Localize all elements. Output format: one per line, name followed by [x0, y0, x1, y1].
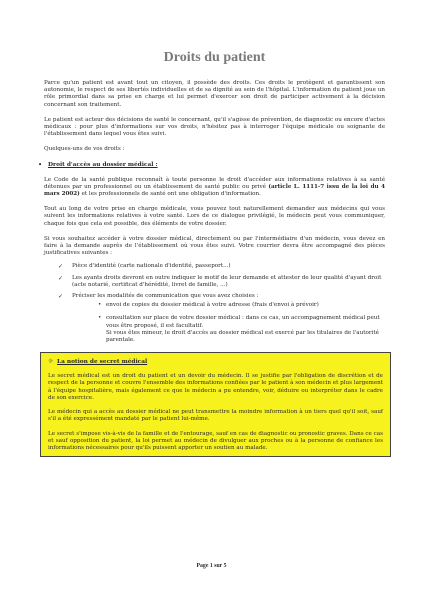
check-arrow-icon: ✓ — [58, 293, 64, 301]
page-number: Page 1 sur 5 — [196, 563, 227, 569]
intro-paragraph-2: Le patient est acteur des décisions de santé le concernant, qu'il s'agisse de prévention, de diagnostic ou encore d'actes médicaux : pour plus d'informations sur vos droits, n'hésitez pas à interroger l'équipe médicale ou soignante de l'établissement dans lequel vous êtes suivi. — [44, 116, 385, 138]
bullet-dot-icon: • — [98, 315, 102, 322]
list-item — [58, 293, 385, 300]
intro-lead-in: Quelques-uns de vos droits : — [44, 146, 125, 153]
callout-paragraph-1: Le secret médical est un droit du patient et un devoir du médecin. Il se justifie par l'obligation de discrétion et de respect de la personne et couvre l'ensemble des informations confiées par le patient à son médecin et plus largement à l'équipe hospitalière, mais également ce que le médecin a pu entendre, voir, déduire ou interpréter dans le cadre de son exercice. — [48, 373, 383, 401]
section-paragraph-1 — [44, 177, 385, 199]
list-item-text: Les ayants droits devront en outre indiquer le motif de leur demande et attester de leur qualité d'ayant droit (acte notarié, certificat d'hérédité, livret de famille, ...) — [72, 274, 382, 288]
modalities-list — [58, 302, 385, 330]
check-arrow-icon: ✓ — [58, 274, 64, 282]
list-item-text: consultation sur place de votre dossier médical : dans ce cas, un accompagnement médical peut vous être proposé, il est facultatif. — [106, 315, 380, 329]
bullet-dot-icon: • — [38, 160, 43, 169]
section-paragraph-2: Tout au long de votre prise en charge médicale, vous pouvez tout naturellement demander aux médecins qui vous suivent les informations relatives à votre santé. Lors de ce dialogue privilégié, le médecin peut vous communiquer, chaque fois que cela est possible, des éléments de votre dossier. — [44, 206, 385, 227]
list-item-text: Pièce d'identité (carte nationale d'identité, passeport...) — [72, 263, 231, 270]
minor-note: Si vous êtes mineur, le droit d'accès au dossier médical est exercé par les titulaires de l'autorité parentale. — [106, 329, 379, 344]
list-item — [98, 302, 385, 309]
list-item — [58, 263, 385, 270]
section-paragraph-1-end: et les professionnels de santé ont une obligation d'information. — [79, 191, 261, 198]
callout-title: La notion de secret médical — [57, 358, 148, 365]
lightbulb-icon: ☼ — [48, 358, 54, 366]
section-paragraph-1-start: Le Code de la santé publique reconnaît à toute personne le droit d'accéder aux informations relatives à sa santé détenues par un professionnel ou un établissement de santé public ou privé — [44, 176, 385, 190]
section-heading — [38, 162, 385, 169]
law-reference: (article L. 1111-7 issu de la loi du 4 mars 2002) — [44, 183, 385, 198]
list-item — [98, 315, 385, 329]
required-documents-list — [44, 263, 385, 344]
check-arrow-icon: ✓ — [58, 263, 64, 271]
list-item-text: Préciser les modalités de communication que vous avez choisies : — [72, 293, 259, 300]
section-paragraph-3: Si vous souhaitez accéder à votre dossier médical, directement ou par l'intermédiaire d'un médecin, vous devez en faire à la demande auprès de l'établissement où vous êtes suivi. Votre courrier devra être accompagné des pièces justificatives suivantes : — [44, 235, 385, 257]
section-title: Droit d'accès au dossier médical : — [48, 162, 158, 169]
list-item — [58, 275, 385, 289]
secret-medical-callout — [40, 352, 391, 457]
callout-heading — [48, 358, 383, 365]
page-title: Droits du patient — [163, 50, 266, 65]
callout-paragraph-3: Le secret s'impose vis-à-vis de la famille et de l'entourage, sauf en cas de diagnostic ou pronostic graves. Dans ce cas et sauf opposition du patient, la loi permet au médecin de divulguer aux proches ou à la personne de confiance les informations nécessaires pour qu'ils puissent apporter un soutien au malade. — [48, 430, 383, 451]
list-item-text: envoi de copies du dossier médical à votre adresse (frais d'envoi à prévoir) — [106, 302, 319, 309]
bullet-dot-icon: • — [98, 302, 102, 309]
intro-paragraph-1: Parce qu'un patient est avant tout un citoyen, il possède des droits. Ces droits le protègent et garantissent son autonomie, le respect de ses libertés individuelles et de sa dignité au sein de l'hôpital. L'information du patient joue un rôle primordial dans sa prise en charge et lui permet d'exercer son droit de participer activement à la décision concernant son traitement. — [44, 80, 385, 108]
callout-paragraph-2: Le médecin qui a accès au dossier médical ne peut transmettre la moindre information à un tiers quel qu'il soit, sauf s'il a été expressément mandaté par le patient lui-même. — [48, 409, 383, 423]
